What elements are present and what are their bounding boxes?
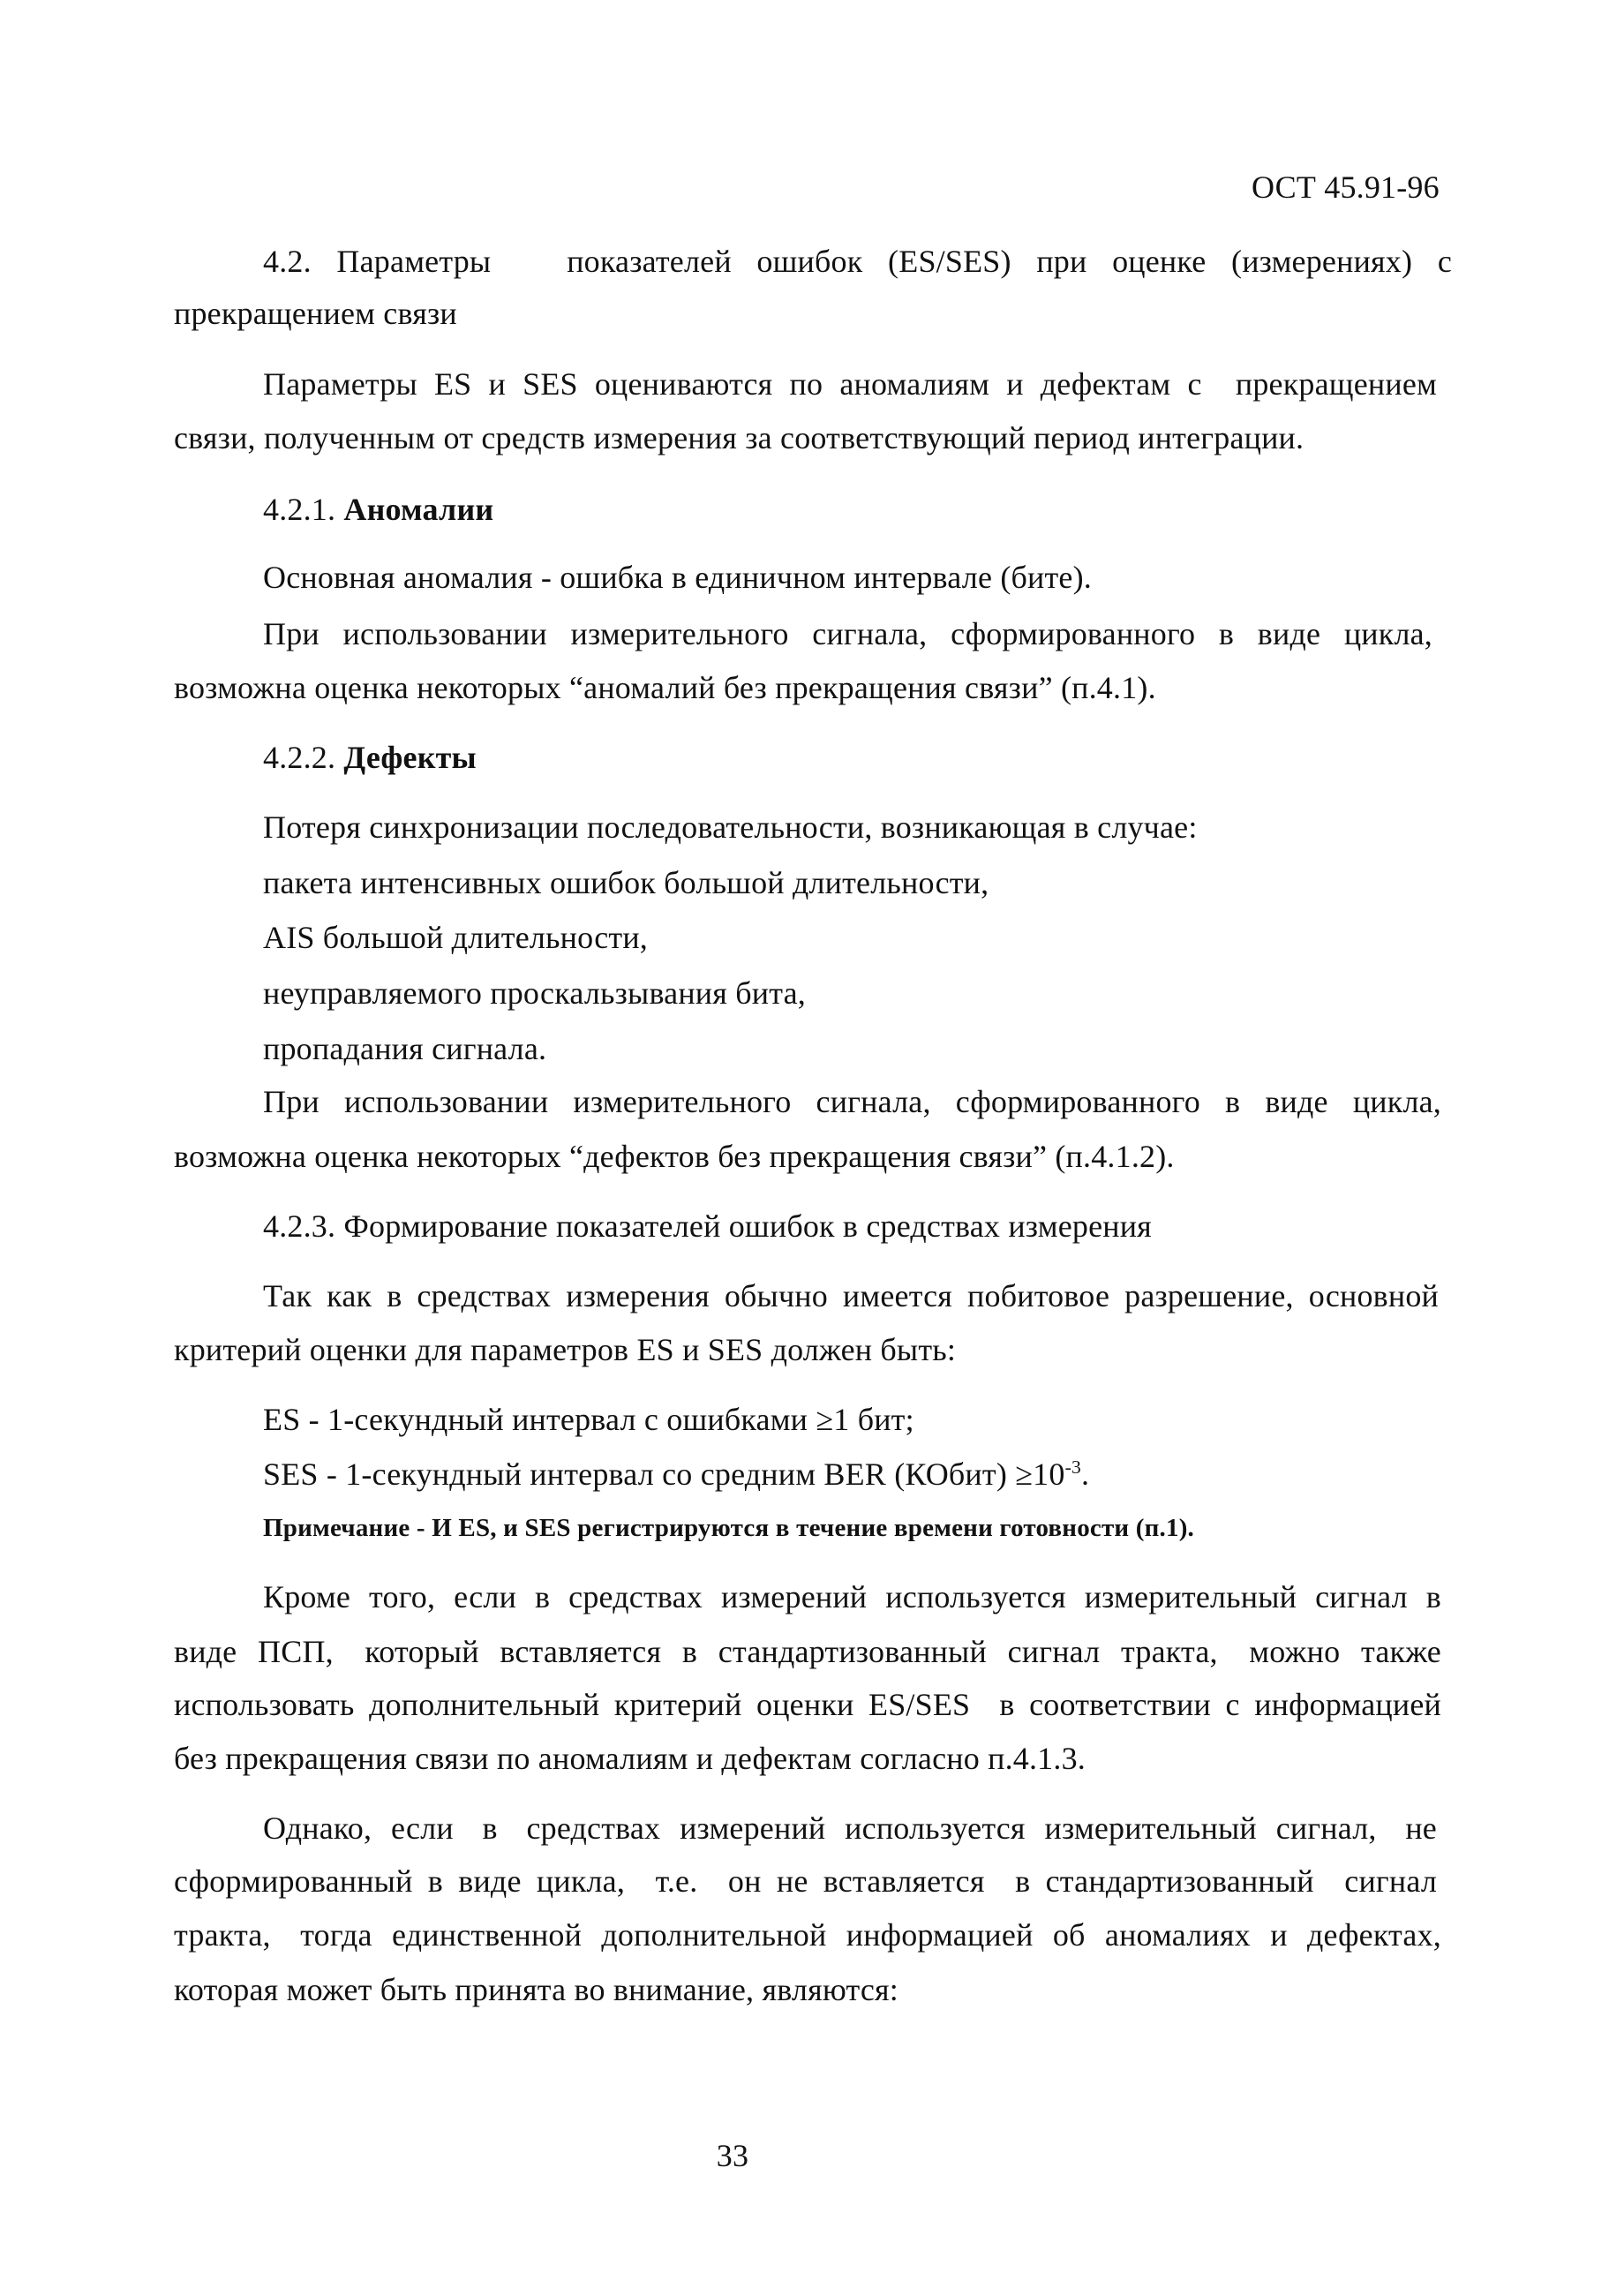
section-4-2-2-para-line-1: При использовании измерительного сигнала, сформированного в виде цикла, [263, 1084, 1441, 1119]
section-4-2-2-title: Дефекты [343, 740, 477, 775]
defect-list-item: AIS большой длительности, [263, 920, 648, 955]
section-4-2-3-para-2-line-3: использовать дополнительный критерий оценки ES/SES в соответствии с информацией [174, 1687, 1441, 1722]
section-4-2-2-heading [263, 738, 477, 777]
section-4-2-title-line-1: 4.2. Параметры показателей ошибок (ES/SES) при оценке (измерениях) с [263, 244, 1452, 279]
section-4-2-3-heading: 4.2.3. Формирование показателей ошибок в средствах измерения [263, 1208, 1152, 1244]
note-readiness: Примечание - И ES, и SES регистрируются в течение времени готовности (п.1). [263, 1514, 1195, 1542]
section-4-2-3-para-1-line-2: критерий оценки для параметров ES и SES должен быть: [174, 1332, 957, 1367]
defect-list-item: неуправляемого проскальзывания бита, [263, 975, 806, 1011]
defect-list-item: пакета интенсивных ошибок большой длительности, [263, 865, 989, 900]
ses-exponent: -3 [1064, 1456, 1081, 1478]
document-code: ОСТ 45.91-96 [1252, 169, 1440, 205]
ses-definition-text: SES - 1-секундный интервал со средним BER (КОбит) ≥10 [263, 1456, 1065, 1492]
section-4-2-2-intro: Потеря синхронизации последовательности, возникающая в случае: [263, 809, 1198, 845]
section-4-2-3-para-2-line-2: виде ПСП, который вставляется в стандартизованный сигнал тракта, можно также [174, 1634, 1441, 1669]
section-4-2-1-para-2-line-2: возможна оценка некоторых “аномалий без прекращения связи” (п.4.1). [174, 670, 1156, 705]
section-4-2-3-para-3-line-2: сформированный в виде цикла, т.е. он не вставляется в стандартизованный сигнал [174, 1863, 1437, 1899]
section-4-2-3-para-2-line-4: без прекращения связи по аномалиям и дефектам согласно п.4.1.3. [174, 1741, 1086, 1776]
page-number: 33 [716, 2138, 749, 2173]
section-4-2-3-para-3-line-4: которая может быть принята во внимание, являются: [174, 1972, 898, 2007]
section-4-2-2-para-line-2: возможна оценка некоторых “дефектов без прекращения связи” (п.4.1.2). [174, 1139, 1175, 1174]
section-4-2-intro-line-2: связи, полученным от средств измерения за соответствующий период интеграции. [174, 420, 1304, 455]
section-4-2-title-line-2: прекращением связи [174, 296, 457, 331]
section-4-2-1-para-2-line-1: При использовании измерительного сигнала, сформированного в виде цикла, [263, 616, 1432, 651]
section-4-2-1-para-1: Основная аномалия - ошибка в единичном интервале (бите). [263, 560, 1092, 595]
ses-definition-end: . [1080, 1456, 1090, 1492]
section-4-2-2-number: 4.2.2. [263, 740, 344, 775]
section-4-2-3-para-2-line-1: Кроме того, если в средствах измерений используется измерительный сигнал в [263, 1579, 1441, 1614]
section-4-2-1-title: Аномалии [343, 492, 494, 527]
section-4-2-1-heading [263, 490, 493, 529]
ses-definition [263, 1455, 1089, 1494]
es-definition: ES - 1-секундный интервал с ошибками ≥1 бит; [263, 1402, 914, 1437]
defect-list-item: пропадания сигнала. [263, 1031, 547, 1066]
section-4-2-3-para-3-line-1: Однако, если в средствах измерений используется измерительный сигнал, не [263, 1810, 1437, 1846]
section-4-2-intro-line-1: Параметры ES и SES оцениваются по аномалиям и дефектам с прекращением [263, 366, 1437, 402]
section-4-2-3-para-3-line-3: тракта, тогда единственной дополнительной информацией об аномалиях и дефектах, [174, 1917, 1441, 1953]
section-4-2-1-number: 4.2.1. [263, 492, 344, 527]
section-4-2-3-para-1-line-1: Так как в средствах измерения обычно имеется побитовое разрешение, основной [263, 1278, 1439, 1313]
